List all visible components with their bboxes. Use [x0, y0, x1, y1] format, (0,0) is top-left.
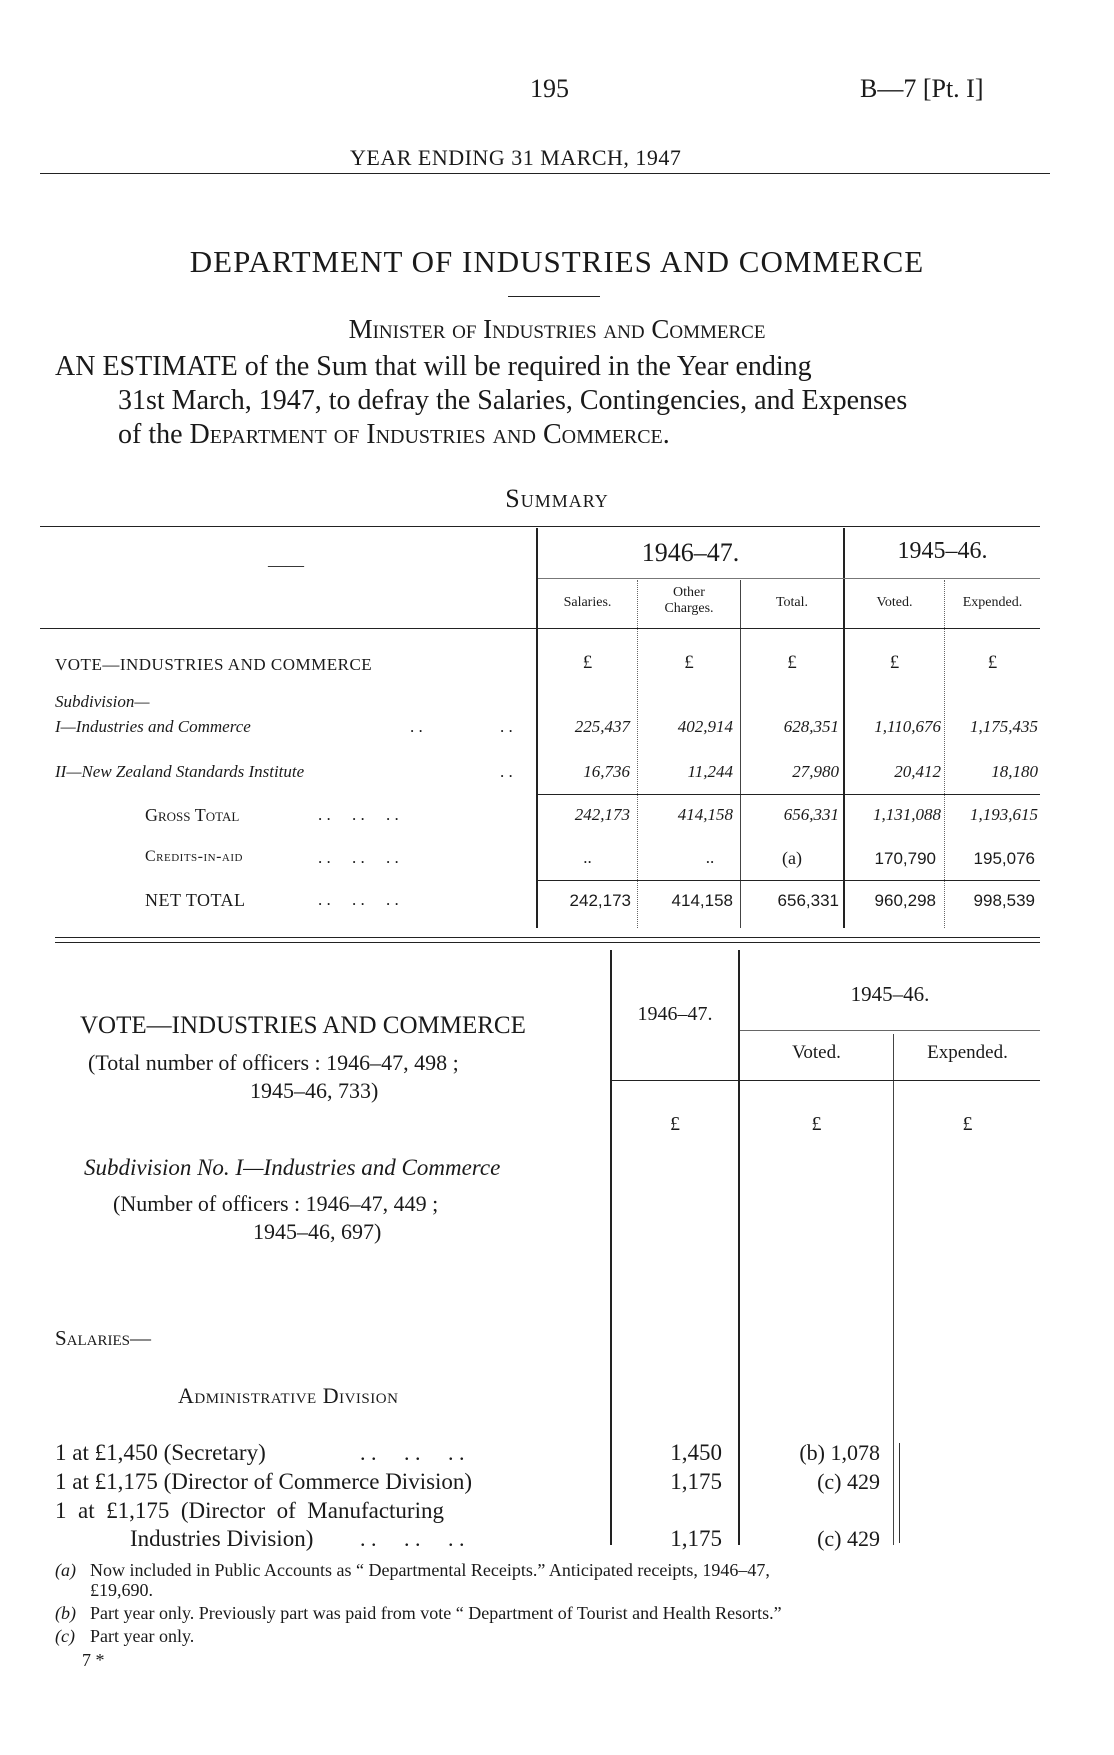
summary-group-rule [538, 578, 1040, 579]
summary-net-expended: 998,539 [973, 891, 1035, 910]
salary-item-2-voted: (c) 429 [817, 1469, 880, 1494]
footnote-b-mark: (b) [55, 1603, 76, 1623]
summary-row-1-dots: . . [410, 717, 423, 736]
summary-row-1-total: 628,351 [783, 717, 839, 736]
salary-item-1-amount: 1,450 [670, 1440, 722, 1465]
summary-col-other [638, 585, 740, 617]
summary-net-dots: . . . . . . [318, 890, 399, 909]
summary-row-1-dots-2: . . [500, 717, 513, 736]
vote-officers-1: (Total number of officers : 1946–47, 498 ; [88, 1050, 459, 1075]
summary-gross-label: Gross Total [145, 805, 240, 825]
vote-sub-title: Subdivision No. I—Industries and Commerce [84, 1155, 501, 1180]
page-number: 195 [530, 74, 569, 103]
header-rule [40, 173, 1050, 174]
summary-vline-other [637, 580, 638, 928]
vote-pound-1946: £ [670, 1113, 680, 1135]
summary-credits-other: .. [705, 848, 715, 867]
salary-item-2-amount: 1,175 [670, 1469, 722, 1494]
salary-item-3-voted: (c) 429 [817, 1526, 880, 1551]
salary-item-3-amount: 1,175 [670, 1526, 722, 1551]
department-title: DEPARTMENT OF INDUSTRIES AND COMMERCE [189, 244, 925, 279]
summary-row-2-expended: 18,180 [991, 762, 1038, 781]
summary-vote-label: VOTE—INDUSTRIES AND COMMERCE [55, 655, 373, 674]
vote-sub-officers-1: (Number of officers : 1946–47, 449 ; [113, 1191, 439, 1216]
voted-bracket [899, 1443, 900, 1543]
vote-col-1946: 1946–47. [637, 1003, 713, 1025]
summary-gross-rule [538, 794, 1040, 795]
vote-title: VOTE—INDUSTRIES AND COMMERCE [80, 1012, 526, 1039]
summary-gross-other: 414,158 [677, 805, 733, 824]
signature-mark: 7 * [82, 1650, 105, 1670]
salary-item-2-label: 1 at £1,175 (Director of Commerce Division) [55, 1469, 473, 1494]
estimate-line-2: 31st March, 1947, to defray the Salaries, Contingencies, and Expenses [118, 385, 908, 416]
year-line: YEAR ENDING 31 MARCH, 1947 [350, 145, 682, 170]
summary-header-rule [40, 628, 1040, 629]
minister-line: Minister of Industries and Commerce [348, 314, 766, 344]
pound-voted: £ [889, 652, 900, 673]
summary-net-voted: 960,298 [874, 891, 936, 910]
summary-col-expended: Expended. [962, 595, 1023, 610]
summary-bottom-rule-1 [55, 937, 1040, 938]
pound-salaries: £ [582, 652, 593, 673]
footnote-a-text-1: Now included in Public Accounts as “ Departmental Receipts.” Anticipated receipts, 1946–47, [90, 1560, 770, 1580]
summary-gross-dots: . . . . . . [318, 805, 399, 824]
vote-col-1945: 1945–46. [850, 982, 930, 1006]
pound-expended: £ [987, 652, 998, 673]
salary-item-3-label-2: Industries Division) [130, 1526, 314, 1551]
summary-row-1-expended: 1,175,435 [970, 717, 1038, 736]
pound-total: £ [787, 652, 797, 673]
summary-net-label: NET TOTAL [145, 890, 246, 910]
summary-gross-expended: 1,193,615 [970, 805, 1038, 824]
vote-col-expended: Expended. [927, 1042, 1008, 1063]
salary-item-1-dots: . . . . . . [360, 1440, 465, 1465]
summary-row-2-label: II—New Zealand Standards Institute [55, 762, 305, 781]
summary-col-salaries: Salaries. [563, 595, 612, 610]
vote-pound-expended: £ [962, 1113, 973, 1135]
salary-item-1-voted: (b) 1,078 [799, 1440, 880, 1465]
summary-col-other-2: Charges. [664, 601, 714, 616]
vote-header-rule [612, 1080, 1040, 1081]
summary-row-1-other: 402,914 [677, 717, 733, 736]
summary-top-rule [40, 526, 1040, 527]
salaries-heading: Salaries— [55, 1326, 152, 1350]
summary-vline-expended [944, 580, 945, 928]
summary-col-other-1: Other [673, 585, 705, 600]
summary-stub-dash: —— [268, 555, 304, 575]
summary-subdivision-label: Subdivision— [55, 692, 150, 711]
summary-net-other: 414,158 [671, 891, 733, 910]
estimate-line-3-prefix: of the [118, 419, 190, 450]
summary-row-1-voted: 1,110,676 [874, 717, 941, 736]
summary-row-2-voted: 20,412 [894, 762, 941, 781]
summary-row-2-total: 27,980 [792, 762, 839, 781]
estimate-line-1: AN ESTIMATE of the Sum that will be required in the Year ending [55, 351, 812, 382]
summary-credits-expended: 195,076 [973, 849, 1035, 868]
footnote-a-mark: (a) [55, 1560, 76, 1580]
summary-vline-total [740, 580, 741, 928]
salary-item-1-label: 1 at £1,450 (Secretary) [55, 1440, 266, 1465]
summary-row-1-label: I—Industries and Commerce [55, 717, 251, 736]
summary-gross-salaries: 242,173 [574, 805, 630, 824]
vote-col-voted: Voted. [792, 1042, 841, 1063]
summary-row-2-dots: . . [500, 762, 513, 781]
pound-other: £ [684, 652, 694, 673]
summary-heading: Summary [505, 484, 609, 513]
summary-credits-salaries: .. [583, 848, 592, 867]
summary-row-2-other: 11,244 [687, 762, 733, 781]
summary-col-total: Total. [775, 595, 809, 610]
summary-net-salaries: 242,173 [569, 891, 631, 910]
salary-item-3-dots: . . . . . . [360, 1526, 465, 1551]
vote-officers-2: 1945–46, 733) [250, 1078, 379, 1103]
summary-group-1945: 1945–46. [897, 538, 988, 564]
summary-credits-total: (a) [782, 848, 802, 868]
footnote-c-mark: (c) [55, 1626, 75, 1646]
page-reference: B—7 [Pt. I] [860, 74, 984, 103]
summary-col-voted: Voted. [876, 595, 913, 610]
vote-sub-officers-2: 1945–46, 697) [253, 1219, 382, 1244]
estimate-line-3-dept: Department of Industries and Commerce. [189, 419, 670, 450]
footnote-b-text: Part year only. Previously part was paid from vote “ Department of Tourist and Health Resorts.” [90, 1603, 782, 1623]
summary-row-1-salaries: 225,437 [574, 717, 630, 736]
summary-bottom-rule-2 [55, 942, 1040, 943]
summary-net-rule [538, 880, 1040, 881]
vote-pound-voted: £ [811, 1113, 822, 1135]
vote-vline-expended [893, 1034, 894, 1545]
division-heading: Administrative Division [178, 1383, 399, 1408]
summary-credits-voted: 170,790 [874, 849, 936, 868]
summary-gross-total: 656,331 [783, 805, 839, 824]
summary-row-2-salaries: 16,736 [583, 762, 630, 781]
summary-credits-dots: . . . . . . [318, 848, 399, 867]
vote-group-rule [740, 1030, 1040, 1031]
summary-net-total: 656,331 [777, 891, 839, 910]
summary-credits-label: Credits-in-aid [145, 848, 243, 865]
title-rule [508, 296, 600, 297]
summary-gross-voted: 1,131,088 [873, 805, 941, 824]
summary-group-1946: 1946–47. [641, 538, 740, 567]
estimate-line-3 [118, 419, 670, 451]
salary-item-3-label-1: 1 at £1,175 (Director of Manufacturing [55, 1498, 444, 1523]
footnote-c-text: Part year only. [90, 1626, 195, 1646]
footnote-a-text-2: £19,690. [90, 1580, 153, 1600]
